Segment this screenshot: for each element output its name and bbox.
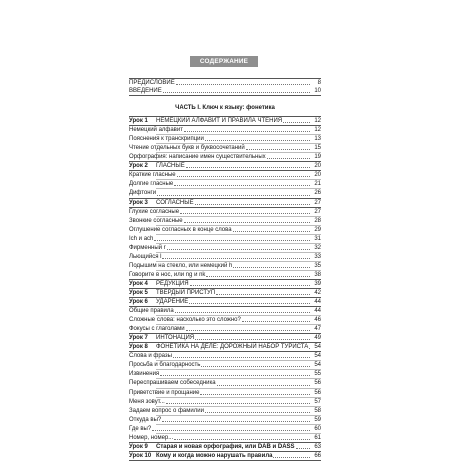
page-number: 63	[314, 443, 321, 450]
subsection-entry	[129, 189, 321, 197]
subsection-entry	[129, 217, 321, 225]
lesson-entry	[129, 199, 321, 207]
page-number: 38	[314, 271, 321, 278]
entry-title: Фокусы с глаголами	[129, 326, 185, 333]
entry-title: Извинения	[129, 371, 160, 378]
entry-title: Номер, номер...	[129, 434, 174, 441]
page-number: 20	[314, 172, 321, 179]
dot-leader	[180, 213, 310, 214]
subsection-entry	[129, 226, 321, 234]
dot-leader	[283, 122, 310, 123]
lesson-label: Урок 1	[129, 118, 148, 125]
entry-title: НЕМЕЦКИЙ АЛФАВИТ И ПРАВИЛА ЧТЕНИЯ	[156, 118, 283, 125]
lesson-label: Урок 10	[129, 452, 152, 459]
dot-leader	[190, 285, 310, 286]
page-number: 44	[314, 308, 321, 315]
dot-leader	[195, 339, 310, 340]
subsection-entry	[129, 262, 321, 270]
divider	[129, 95, 321, 96]
page-number: 10	[314, 88, 321, 95]
entry-title: Откуда вы?	[129, 416, 162, 423]
page-number: 57	[314, 398, 321, 405]
entry-title: Пояснения к транскрипции	[129, 136, 204, 143]
dot-leader	[162, 258, 310, 259]
lesson-label: Урок 7	[129, 335, 148, 342]
page-number: 56	[314, 380, 321, 387]
dot-leader	[162, 421, 310, 422]
subsection-entry	[129, 271, 321, 279]
entry-title: Дифтонги	[129, 190, 157, 197]
subsection-entry	[129, 144, 321, 152]
subsection-entry	[129, 126, 321, 134]
subsection-entry	[129, 389, 321, 397]
subsection-entry	[129, 153, 321, 161]
subsection-entry	[129, 379, 321, 387]
dot-leader	[189, 303, 310, 304]
subsection-entry	[129, 398, 321, 406]
entry-title: ФОНЕТИКА НА ДЕЛЕ: ДОРОЖНЫЙ НАБОР ТУРИСТА	[156, 344, 309, 351]
lesson-label: Урок 6	[129, 299, 148, 306]
page-number: 47	[314, 326, 321, 333]
dot-leader	[200, 394, 310, 395]
page-number: 19	[314, 154, 321, 161]
dot-leader	[201, 366, 310, 367]
page-number: 56	[314, 389, 321, 396]
dot-leader	[195, 204, 310, 205]
lesson-label: Урок 4	[129, 280, 148, 287]
dot-leader	[186, 330, 310, 331]
entry-title: ТВЕРДЫЙ ПРИСТУП	[156, 289, 216, 296]
subsection-entry	[129, 361, 321, 369]
lesson-entry	[129, 289, 321, 297]
lesson-entry	[129, 117, 321, 125]
page-number: 33	[314, 253, 321, 260]
subsection-entry	[129, 325, 321, 333]
page-number: 46	[314, 317, 321, 324]
page-number: 13	[314, 136, 321, 143]
dot-leader	[176, 84, 310, 85]
page-number: 44	[314, 299, 321, 306]
page-number: 21	[314, 181, 321, 188]
page-number: 61	[314, 434, 321, 441]
entry-title: Орфография: написание имен существительных	[129, 154, 266, 161]
lesson-label: Урок 8	[129, 344, 148, 351]
lesson-entry	[129, 343, 321, 351]
entry-title: Оглушение согласных в конце слова	[129, 226, 232, 233]
subsection-entry	[129, 425, 321, 433]
entry-title: Фирменный r	[129, 244, 166, 251]
lesson-label: Урок 2	[129, 163, 148, 170]
dot-leader	[160, 375, 310, 376]
page-title: СОДЕРЖАНИЕ	[190, 56, 258, 67]
page-number: 54	[314, 362, 321, 369]
dot-leader	[177, 176, 310, 177]
dot-leader	[233, 267, 310, 268]
dot-leader	[246, 149, 310, 150]
entry-title: Глухие согласные	[129, 208, 180, 215]
dot-leader	[273, 457, 310, 458]
entry-title: Задаем вопрос о фамилии	[129, 407, 204, 414]
page-number: 39	[314, 280, 321, 287]
page-number: 27	[314, 199, 321, 206]
page-number: 59	[314, 416, 321, 423]
subsection-entry	[129, 370, 321, 378]
page-number: 55	[314, 371, 321, 378]
page-number: 29	[314, 226, 321, 233]
subsection-entry	[129, 316, 321, 324]
page-number: 66	[314, 452, 321, 459]
dot-leader	[186, 167, 310, 168]
dot-leader	[163, 92, 310, 93]
entry-title: ПРЕДИСЛОВИЕ	[129, 80, 175, 86]
entry-title: Говорите в нос, или ng и nk	[129, 271, 206, 278]
dot-leader	[154, 240, 310, 241]
part-heading: ЧАСТЬ I. Ключ к языку: фонетика	[175, 105, 275, 112]
dot-leader	[216, 294, 310, 295]
entry-title: Просьба и благодарность	[129, 362, 201, 369]
page-number: 54	[314, 344, 321, 351]
dot-leader	[175, 312, 310, 313]
page-number: 12	[314, 127, 321, 134]
lesson-label: Урок 5	[129, 289, 148, 296]
lesson-entry	[129, 452, 321, 460]
entry-title: Где вы?	[129, 425, 152, 432]
page-number: 32	[314, 244, 321, 251]
dot-leader	[173, 357, 310, 358]
entry-title: Звонкие согласные	[129, 217, 183, 224]
page-number: 26	[314, 190, 321, 197]
table-of-contents	[129, 78, 321, 461]
dot-leader	[166, 403, 310, 404]
page-number: 35	[314, 262, 321, 269]
entry-title: ГЛАСНЫЕ	[156, 163, 185, 170]
lesson-entry	[129, 298, 321, 306]
dot-leader	[309, 348, 310, 349]
subsection-entry	[129, 208, 321, 216]
page-number: 60	[314, 425, 321, 432]
lesson-entry	[129, 162, 321, 170]
dot-leader	[233, 231, 310, 232]
page-number: 12	[314, 118, 321, 125]
entry-title: ИНТОНАЦИЯ	[156, 335, 195, 342]
entry-title: Немецкий алфавит	[129, 127, 183, 134]
dot-leader	[184, 222, 310, 223]
entry-title: ВВЕДЕНИЕ	[129, 88, 162, 95]
page-number: 15	[314, 145, 321, 152]
entry-title: Меня зовут...	[129, 398, 165, 405]
subsection-entry	[129, 352, 321, 360]
dot-leader	[184, 131, 310, 132]
lesson-label: Урок 9	[129, 443, 148, 450]
entry-title: СОГЛАСНЫЕ	[156, 199, 194, 206]
dot-leader	[174, 185, 310, 186]
entry-title: РЕДУКЦИЯ	[156, 280, 189, 287]
entry-title: Слова и фразы	[129, 353, 172, 360]
page-number: 31	[314, 235, 321, 242]
dot-leader	[167, 249, 310, 250]
subsection-entry	[129, 244, 321, 252]
dot-leader	[174, 439, 310, 440]
dot-leader	[242, 321, 310, 322]
entry-title: Кому и когда можно нарушать правила	[156, 452, 273, 459]
dot-leader	[205, 412, 310, 413]
lesson-entry	[129, 334, 321, 342]
subsection-entry	[129, 253, 321, 261]
dot-leader	[205, 140, 310, 141]
dot-leader	[296, 448, 310, 449]
intro-entry	[129, 79, 321, 87]
dot-leader	[152, 430, 310, 431]
subsection-entry	[129, 135, 321, 143]
page-number: 54	[314, 353, 321, 360]
subsection-entry	[129, 235, 321, 243]
page-number: 49	[314, 335, 321, 342]
subsection-entry	[129, 307, 321, 315]
entry-title: Переспрашиваем собеседника	[129, 380, 216, 387]
dot-leader	[267, 158, 310, 159]
subsection-entry	[129, 180, 321, 188]
page-number: 27	[314, 208, 321, 215]
entry-title: Приветствие и прощание	[129, 389, 200, 396]
dot-leader	[217, 385, 310, 386]
dot-leader	[157, 195, 310, 196]
subsection-entry	[129, 416, 321, 424]
entry-title: Старая и новая орфография, или DAB и DASS	[156, 443, 295, 450]
entry-title: Ich и ach	[129, 235, 154, 242]
subsection-entry	[129, 407, 321, 415]
entry-title: Чтение отдельных букв и буквосочетаний	[129, 145, 245, 152]
intro-entry	[129, 87, 321, 95]
entry-title: Краткие гласные	[129, 172, 176, 179]
page-number: 58	[314, 407, 321, 414]
entry-title: Сложные слова: насколько это сложно?	[129, 317, 241, 324]
dot-leader	[206, 276, 310, 277]
lesson-label: Урок 3	[129, 199, 148, 206]
page-number: 20	[314, 163, 321, 170]
entry-title: Долгие гласные	[129, 181, 174, 188]
entry-title: Общие правила	[129, 308, 174, 315]
page-number: 42	[314, 289, 321, 296]
entry-title: УДАРЕНИЕ	[156, 299, 189, 306]
subsection-entry	[129, 171, 321, 179]
subsection-entry	[129, 434, 321, 442]
page-number: 8	[317, 80, 321, 86]
lesson-entry	[129, 280, 321, 288]
page-number: 28	[314, 217, 321, 224]
entry-title: Льющийся l	[129, 253, 162, 260]
entry-title: Подышим на стекло, или немецкий h	[129, 262, 233, 269]
